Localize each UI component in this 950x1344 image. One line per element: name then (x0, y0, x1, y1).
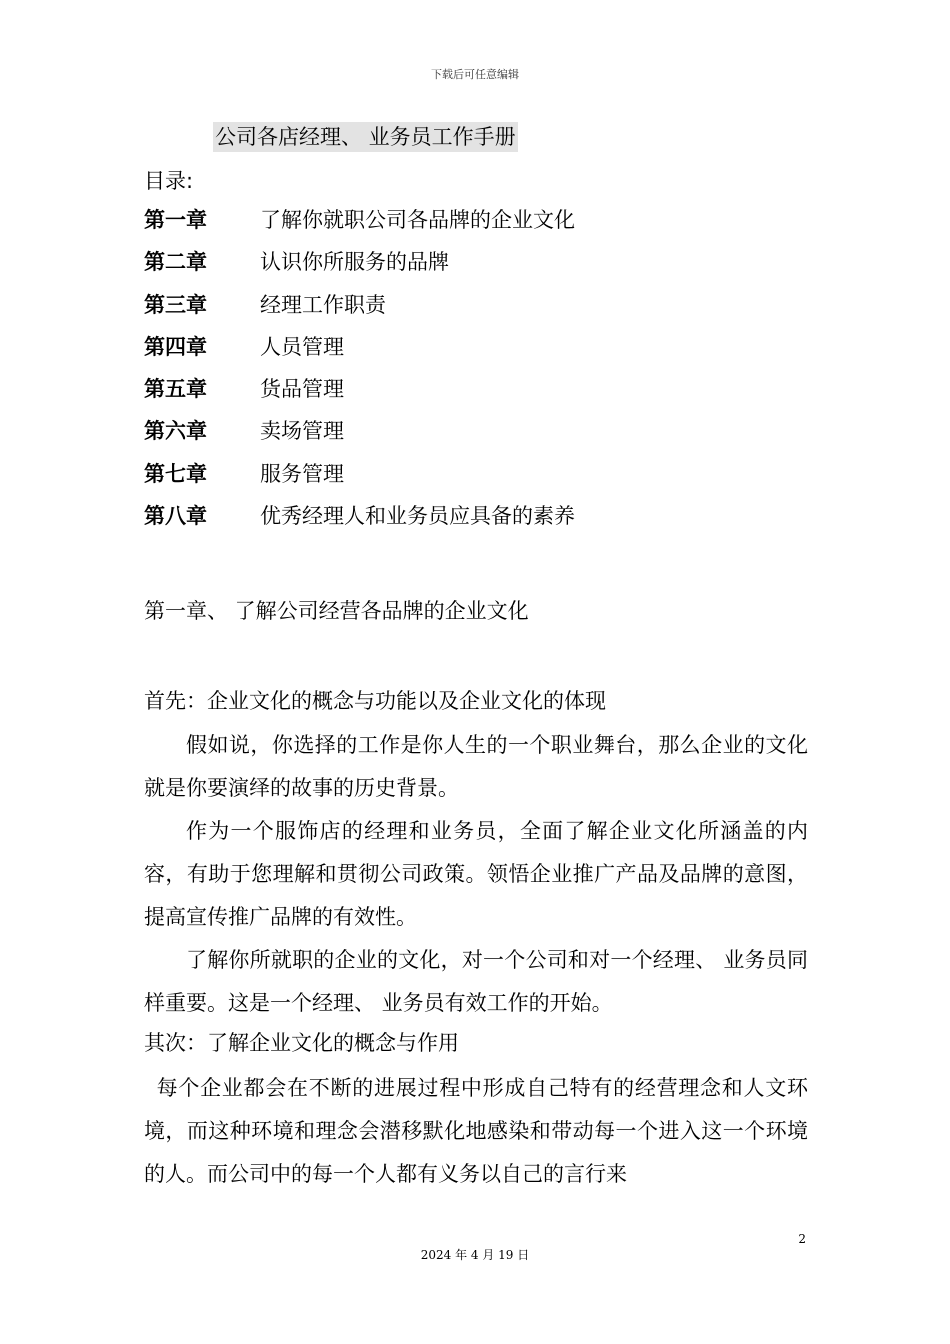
toc-item (144, 332, 824, 374)
body-paragraph: 假如说，你选择的工作是你人生的一个职业舞台，那么企业的文化就是你要演绎的故事的历史背景。 (144, 733, 808, 800)
toc-item (144, 416, 824, 458)
toc-chapter-title: 卖场管理 (260, 419, 344, 444)
toc-chapter-title: 优秀经理人和业务员应具备的素养 (260, 504, 575, 529)
section-heading-first: 首先：企业文化的概念与功能以及企业文化的体现 (144, 689, 606, 713)
toc-chapter-label: 第三章 (144, 292, 207, 317)
toc-chapter-title: 经理工作职责 (260, 292, 386, 317)
body-paragraph: 每个企业都会在不断的进展过程中形成自己特有的经营理念和人文环境，而这种环境和理念会潜移默化地感染和带动每一个进入这一个环境的人。而公司中的每一个人都有义务以自己的言行来 (144, 1076, 808, 1186)
toc-chapter-label: 第八章 (144, 504, 207, 529)
toc-chapter-label: 第七章 (144, 461, 207, 486)
toc-item (144, 374, 824, 416)
toc-chapter-label: 第四章 (144, 334, 207, 359)
toc-chapter-title: 人员管理 (260, 334, 344, 359)
toc-chapter-label: 第六章 (144, 419, 207, 444)
footer-date: 2024 年 4 月 19 日 (420, 1248, 530, 1262)
toc-item (144, 501, 824, 543)
toc-item (144, 290, 824, 332)
toc-chapter-title: 服务管理 (260, 461, 344, 486)
document-title: 公司各店经理、 业务员工作手册 (213, 122, 518, 152)
page-number: 2 (798, 1232, 806, 1246)
table-of-contents (144, 205, 824, 543)
toc-item (144, 459, 824, 501)
toc-heading: 目录: (144, 169, 194, 193)
toc-chapter-title: 了解你就职公司各品牌的企业文化 (260, 208, 575, 232)
toc-chapter-title: 货品管理 (260, 377, 344, 402)
body-paragraph: 了解你所就职的企业的文化，对一个公司和对一个经理、 业务员同样重要。这是一个经理、 业务员有效工作的开始。 (144, 948, 808, 1015)
toc-chapter-label: 第二章 (144, 250, 207, 275)
section-heading-second: 其次：了解企业文化的概念与作用 (144, 1031, 459, 1055)
chapter-one-title: 第一章、 了解公司经营各品牌的企业文化 (144, 599, 529, 623)
toc-item (144, 247, 824, 289)
toc-chapter-title: 认识你所服务的品牌 (260, 250, 449, 275)
toc-chapter-label: 第一章 (144, 208, 207, 232)
toc-chapter-label: 第五章 (144, 377, 207, 402)
body-paragraph: 作为一个服饰店的经理和业务员，全面了解企业文化所涵盖的内容，有助于您理解和贯彻公司政策。领悟企业推广产品及品牌的意图，提高宣传推广品牌的有效性。 (144, 819, 808, 929)
header-note: 下载后可任意编辑 (431, 68, 519, 81)
toc-item (144, 205, 824, 247)
